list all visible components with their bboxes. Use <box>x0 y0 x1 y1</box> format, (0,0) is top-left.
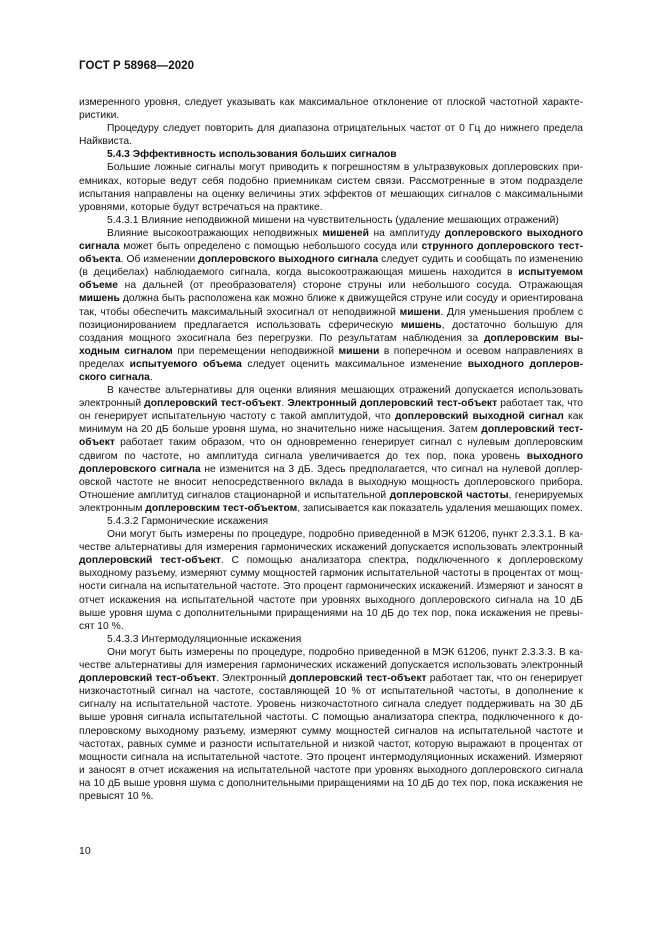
term-bold: мишень <box>400 319 442 331</box>
term-bold: выходного доплеровского сигнала <box>79 450 583 475</box>
text-run: . С помощью анализатора спектра, подключенного к доплеровскому выходному разъему, измеряют сумму мощностей гармоник испытательной частоты в процентах от мощности сигнала на испытательной частоте. Это процент гармонических искажений. Измеряют и заносят в отчет искажения на испытательной частоте при уровнях выходного доплеровского сигнала на 10 дБ выше уровня шума с дополнительными приращениями на 10 дБ до тех пор, пока искажения не превысят 10 %. <box>79 555 583 632</box>
paragraph <box>79 646 583 803</box>
text-run: следует судить и сообщать по изменению (в децибелах) наблюдаемого сигнала, когда высокоотражающая мишень находится в <box>79 254 583 279</box>
paragraph <box>79 96 583 122</box>
term-bold: доплеровский выходной сигнал <box>394 411 564 423</box>
text-run: работает так, что он генерирует низкочастотный сигнал на частоте, составляющей 10 % от испытательной частоты, в дополнение к сигналу на испытательной частоте. Уровень низкочастотного сигнала следует поддерживать на 30 дБ выше уровня сигнала испытательной частоты. С помощью анализатора спектра, подключенного к доплеровскому выходному разъему, измеряют сумму мощностей сигналов на испытательной частоте и частотах, равных сумме и разности испытательной и низкой частот, которую выражают в процентах от мощности сигнала на испытательной частоте. Это процент интермодуляционных искажений. Измеряют и заносят в отчет искажения на испытательной частоте при уровнях выходного доплеровского сигнала на 10 дБ выше уровня шума с дополнительными приращениями на 10 дБ до тех пор, пока искажения не превысят 10 %. <box>79 673 583 802</box>
paragraph <box>79 528 583 633</box>
paragraph <box>79 384 583 515</box>
paragraph <box>79 227 583 384</box>
term-bold: мишень <box>79 293 120 305</box>
text-run: Они могут быть измерены по процедуре, подробно приведенной в МЭК 61206, пункт 2.3.3.1. В качестве альтернативы для измерения гармонических искажений допускается использовать электронный <box>79 529 583 554</box>
text-run: может быть определено с помощью небольшого сосуда или <box>119 241 422 253</box>
term-bold: мишени <box>399 306 441 318</box>
text-run: в поперечном и осевом направлениях в пределах <box>79 345 583 370</box>
text-run: . Для уменьшения проблем с позиционированием предлагается использовать сферическую <box>79 306 584 331</box>
paragraph <box>79 214 583 227</box>
text-run: 5.4.3.1 Влияние неподвижной мишени на чувствительность (удаление мешающих отражений) <box>107 214 559 226</box>
text-run: не изменится на 3 дБ. Здесь предполагается, что сигнал на нулевой доплеровской частоте не вносит непосредственного вклада в выходную мощность доплеровского прибора. Отношение амплитуд сигналов стационарной и испытательной <box>79 463 583 501</box>
term-bold: Электронный доплеровский тест-объект <box>287 398 498 410</box>
page-number: 10 <box>79 845 91 857</box>
term-bold: доплеровский тест-объект <box>79 555 221 567</box>
term-bold: доплеровского выходного сигнала <box>79 227 583 253</box>
text-run: на дальней (от преобразователя) стороне струны или небольшого сосуда. Отражающая <box>117 280 583 292</box>
paragraph <box>79 122 583 148</box>
term-bold: доплеровский тест-объект <box>79 424 583 449</box>
term-bold: мишени <box>338 345 380 357</box>
text-run: как минимум на 20 дБ больше уровня шума, но значительно ниже насыщения. Затем <box>79 411 583 436</box>
text-run: работает так, что он генерирует испытательную частоту с такой амплитудой, что <box>79 398 583 423</box>
term-bold: струнного доплеровского тест-объекта <box>79 241 583 266</box>
term-bold: доплеровский тест-объект <box>79 673 217 685</box>
text-run: Процедуру следует повторить для диапазона отрицательных частот от 0 Гц до нижнего предела Найквиста. <box>79 123 583 148</box>
text-run: при перемещении неподвижной <box>172 345 339 357</box>
text-run: . Электронный <box>216 673 290 685</box>
text-run: работает таким образом, что он одновременно генерирует сигнал с нулевым доплеровским сдвигом по частоте, но амплитуда сигнала увеличивается до тех пор, пока уровень <box>79 437 583 462</box>
text-run: , записывается как показатель удаления мешающих помех. <box>297 502 583 514</box>
text-run: . Об изменении <box>120 254 199 266</box>
text-run: на амплитуду <box>368 227 445 239</box>
term-bold: доплеровский тест-объект <box>289 673 427 685</box>
standard-header: ГОСТ Р 58968—2020 <box>79 60 195 72</box>
document-body <box>79 96 583 803</box>
text-run: 5.4.3.3 Интермодуляционные искажения <box>107 633 302 645</box>
paragraph <box>79 515 583 528</box>
term-bold: доплеровской частоты <box>389 489 509 501</box>
term-bold: выходного доплеровского сигнала <box>79 358 584 383</box>
text-run: 5.4.3.2 Гармонические искажения <box>107 516 269 527</box>
text-run: . <box>149 371 153 383</box>
term-bold: мишеней <box>322 227 369 239</box>
text-run: 5.4.3 Эффективность использования больших сигналов <box>107 149 397 161</box>
text-run: Большие ложные сигналы могут приводить к погрешностям в ультразвуковых доплеровских приемниках, которые ведут себя подобно приемникам систем связи. Рассмотренные в этом подразделе испытания направлены на оценку величины этих эффектов от мешающих сигналов с максимальными уровнями, которые будут встречаться на практике. <box>79 162 583 213</box>
term-bold: испытуемом объеме <box>79 267 583 292</box>
paragraph <box>79 633 583 646</box>
term-bold: доплеровским тест-объектом <box>145 502 298 514</box>
text-run: . <box>281 398 288 410</box>
term-bold: испытуемого объема <box>129 358 242 370</box>
section-heading <box>79 148 583 161</box>
text-run: следует оценить максимальное изменение <box>241 358 468 370</box>
term-bold: доплеровского выходного сигнала <box>198 254 379 266</box>
text-run: измеренного уровня, следует указывать как максимальное отклонение от плоской частотной характеристики. <box>79 97 583 122</box>
text-run: , генерируемых электронным <box>79 489 584 514</box>
text-run: Влияние высокоотражающих неподвижных <box>107 227 323 239</box>
text-run: , достаточно большую для создания мощного эхосигнала без перегрузки. По результатам наблюдения за <box>79 319 583 344</box>
paragraph <box>79 161 583 213</box>
text-run: должна быть расположена как можно ближе к движущейся струне или сосуду и ориентирована так, чтобы обеспечить максимальный эхосигнал от неподвижной <box>79 293 583 318</box>
text-run: Они могут быть измерены по процедуре, подробно приведенной в МЭК 61206, пункт 2.3.3.3. В качестве альтернативы для измерения гармонических искажений допускается использовать электронный <box>79 646 583 672</box>
term-bold: доплеровский тест-объект <box>144 398 282 410</box>
term-bold: доплеровским выходным сигналом <box>79 332 583 357</box>
text-run: В качестве альтернативы для оценки влияния мешающих отражений допускается использовать электронный <box>79 385 583 410</box>
